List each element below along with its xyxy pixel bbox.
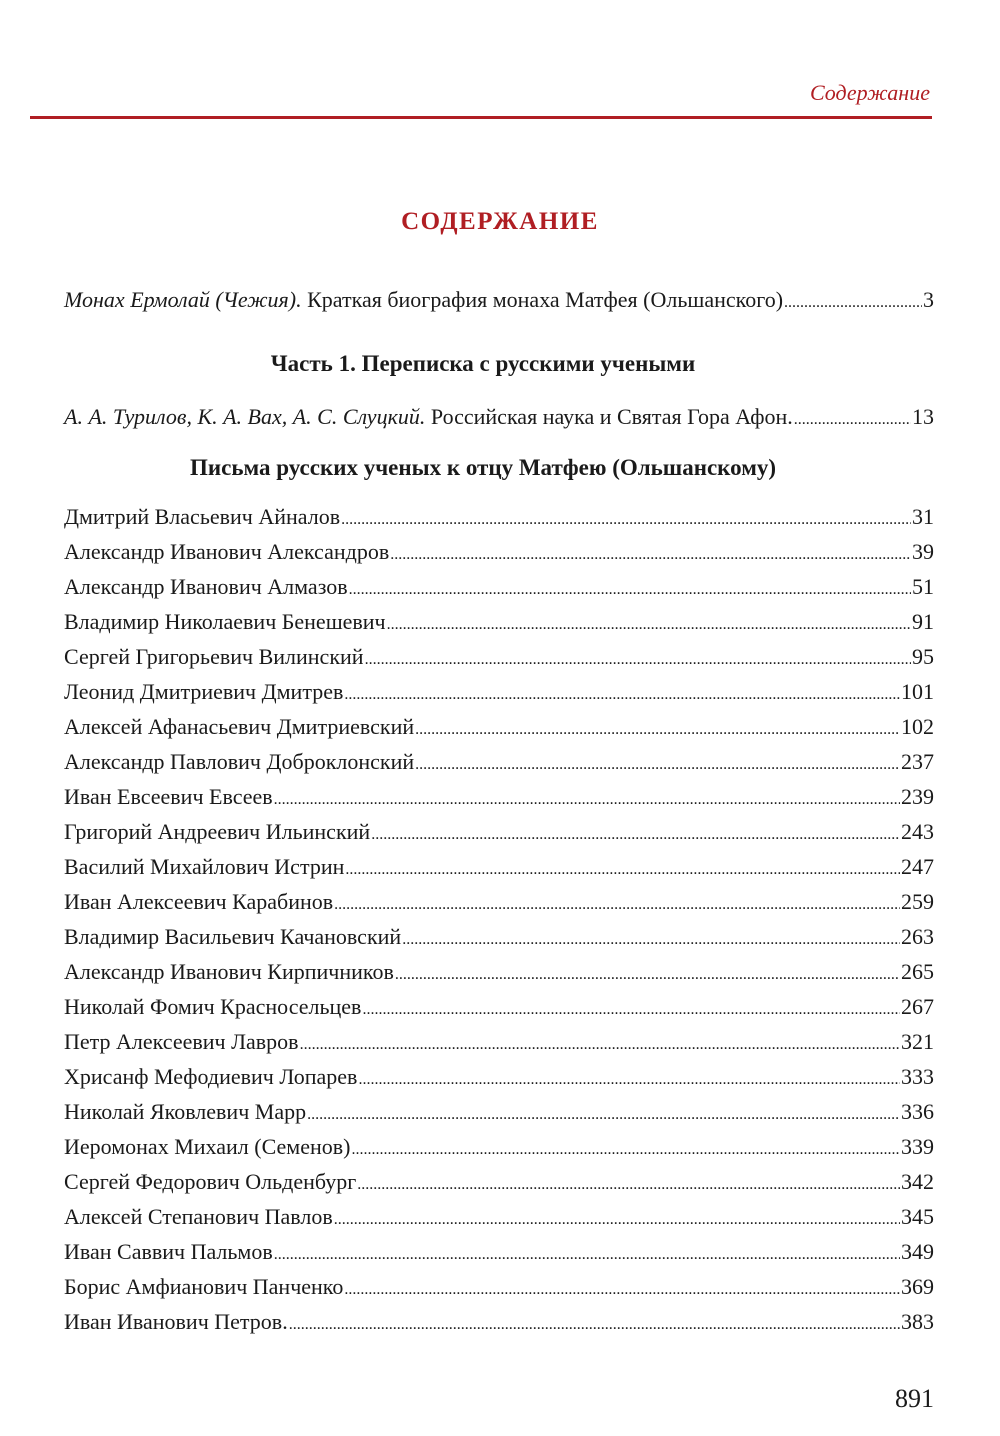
entry-name: Сергей Федорович Ольденбург [64, 1169, 357, 1194]
leader-dots [402, 924, 900, 950]
toc-entry[interactable] [64, 889, 934, 924]
toc-entry[interactable] [64, 1274, 934, 1309]
leader-dots [341, 504, 911, 530]
leader-dots [345, 854, 900, 880]
entry-name: Алексей Афанасьевич Дмитриевский [64, 714, 415, 739]
toc-entry[interactable] [64, 1099, 934, 1134]
page-number: 321 [901, 1029, 934, 1054]
entry-name: Сергей Григорьевич Вилинский [64, 644, 364, 669]
toc-entry[interactable] [64, 644, 934, 679]
letters-heading: Письма русских ученых к отцу Матфею (Ольшанскому) [189, 455, 777, 480]
page-number: 102 [901, 714, 934, 739]
entry-name: Владимир Васильевич Качановский [64, 924, 402, 949]
running-head: Содержание [809, 80, 930, 105]
toc-entry[interactable] [64, 714, 934, 749]
leader-dots [357, 1169, 900, 1195]
page-number: 91 [912, 609, 934, 634]
leader-dots [274, 784, 900, 810]
leader-dots [274, 1239, 900, 1265]
toc-entry[interactable] [64, 679, 934, 714]
leader-dots [415, 714, 900, 740]
leader-dots [344, 679, 900, 705]
page-number: 263 [901, 924, 934, 949]
page-number: 345 [901, 1204, 934, 1229]
entry-name: Александр Павлович Доброклонский [64, 749, 415, 774]
page-number: 95 [912, 644, 934, 669]
page-number: 259 [901, 889, 934, 914]
entry-name: Николай Фомич Красносельцев [64, 994, 362, 1019]
entry-name: Иван Евсеевич Евсеев [64, 784, 273, 809]
toc-entry-part1[interactable] [64, 404, 934, 430]
page-number: 237 [901, 749, 934, 774]
page-number: 13 [912, 404, 934, 429]
entry-name: Василий Михайлович Истрин [64, 854, 345, 879]
entry-name: Борис Амфианович Панченко [64, 1274, 344, 1299]
entry-name: Хрисанф Мефодиевич Лопарев [64, 1064, 358, 1089]
entry-name: Иван Саввич Пальмов [64, 1239, 273, 1264]
page-number: 383 [901, 1309, 934, 1334]
toc-entry[interactable] [64, 539, 934, 574]
toc-entry[interactable] [64, 1239, 934, 1274]
entry-name: Леонид Дмитриевич Дмитрев [64, 679, 344, 704]
toc-entry[interactable] [64, 574, 934, 609]
toc-title: СОДЕРЖАНИЕ [401, 208, 599, 235]
page-number: 3 [923, 287, 934, 312]
leader-dots [784, 287, 922, 313]
toc-entry[interactable] [64, 1204, 934, 1239]
leader-dots [289, 1309, 900, 1335]
leader-dots [358, 1064, 900, 1090]
leader-dots [351, 1134, 900, 1160]
page-number: 31 [912, 504, 934, 529]
entry-name: Дмитрий Власьевич Айналов [64, 504, 341, 529]
page-number: 267 [901, 994, 934, 1019]
part1-heading: Часть 1. Переписка с русскими учеными [270, 351, 696, 376]
page-number: 247 [901, 854, 934, 879]
page-number: 239 [901, 784, 934, 809]
entry-name: Алексей Степанович Павлов [64, 1204, 333, 1229]
entry-name: Николай Яковлевич Марр [64, 1099, 307, 1124]
entry-name: Иван Иванович Петров. [64, 1309, 288, 1334]
entry-name: Иван Алексеевич Карабинов [64, 889, 334, 914]
entry-name: Григорий Андреевич Ильинский [64, 819, 371, 844]
page-number: 333 [901, 1064, 934, 1089]
leader-dots [415, 749, 900, 775]
page-number: 101 [901, 679, 934, 704]
leader-dots [395, 959, 900, 985]
leader-dots [794, 404, 911, 430]
page-number: 342 [901, 1169, 934, 1194]
leader-dots [362, 994, 900, 1020]
leader-dots [307, 1099, 900, 1125]
leader-dots [371, 819, 900, 845]
page-number: 265 [901, 959, 934, 984]
toc-entry[interactable] [64, 1029, 934, 1064]
leader-dots [334, 1204, 900, 1230]
leader-dots [334, 889, 900, 915]
entry-text: Краткая биография монаха Матфея (Ольшанского) [307, 287, 784, 312]
toc-entry[interactable] [64, 784, 934, 819]
toc-entry-intro[interactable] [64, 287, 934, 313]
toc-entry[interactable] [64, 1309, 934, 1344]
leader-dots [365, 644, 911, 670]
page-number: 39 [912, 539, 934, 564]
entry-author: А. А. Турилов, К. А. Вах, А. С. Слуцкий. [64, 404, 426, 429]
leader-dots [344, 1274, 900, 1300]
toc-entry[interactable] [64, 609, 934, 644]
toc-entry[interactable] [64, 1169, 934, 1204]
page-number: 51 [912, 574, 934, 599]
toc-entry[interactable] [64, 959, 934, 994]
leader-dots [390, 539, 911, 565]
leader-dots [349, 574, 911, 600]
toc-list [64, 504, 934, 1344]
toc-entry[interactable] [64, 924, 934, 959]
page-number: 339 [901, 1134, 934, 1159]
entry-name: Александр Иванович Александров [64, 539, 390, 564]
entry-name: Иеромонах Михаил (Семенов) [64, 1134, 351, 1159]
toc-entry[interactable] [64, 504, 934, 539]
toc-entry[interactable] [64, 854, 934, 889]
toc-entry[interactable] [64, 994, 934, 1029]
toc-entry[interactable] [64, 819, 934, 854]
entry-name: Владимир Николаевич Бенешевич [64, 609, 386, 634]
entry-author: Монах Ермолай (Чежия). [64, 287, 302, 312]
entry-name: Александр Иванович Кирпичников [64, 959, 394, 984]
leader-dots [300, 1029, 900, 1055]
entry-name: Александр Иванович Алмазов [64, 574, 348, 599]
page-number: 349 [901, 1239, 934, 1264]
page-number: 336 [901, 1099, 934, 1124]
entry-name: Петр Алексеевич Лавров [64, 1029, 299, 1054]
header-rule [30, 116, 932, 119]
page-number: 369 [901, 1274, 934, 1299]
entry-text: Российская наука и Святая Гора Афон. [430, 404, 793, 429]
toc-entry[interactable] [64, 749, 934, 784]
leader-dots [387, 609, 911, 635]
page-folio: 891 [895, 1384, 934, 1413]
toc-entry[interactable] [64, 1064, 934, 1099]
page-number: 243 [901, 819, 934, 844]
toc-entry[interactable] [64, 1134, 934, 1169]
